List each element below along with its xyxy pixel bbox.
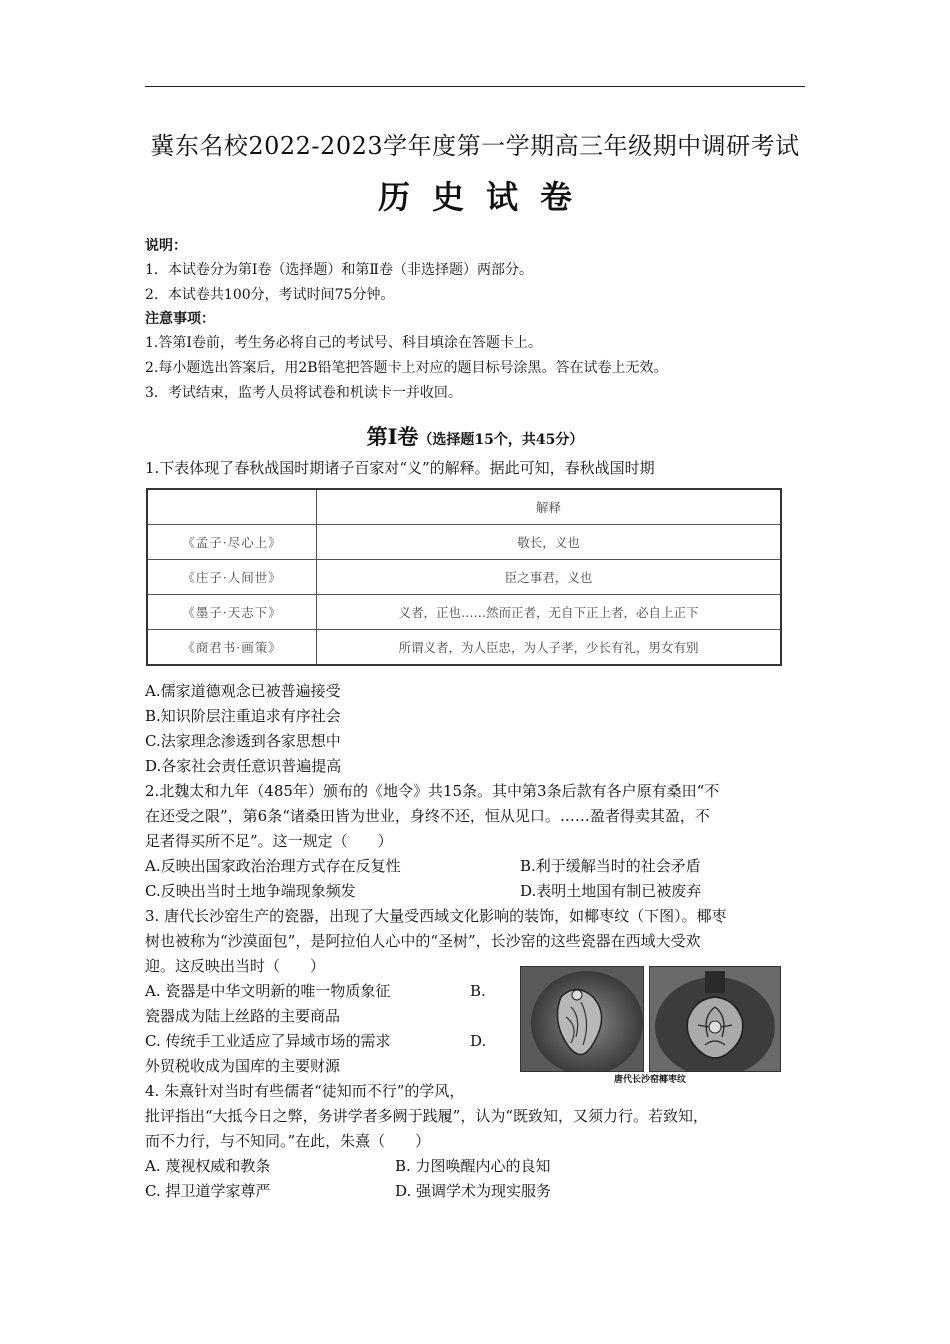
table-row [147, 630, 781, 666]
instructions-heading: 说明： [145, 238, 187, 254]
q4-stem-line: 而不力行，与不知同。”在此，朱熹（ ） [145, 1132, 431, 1150]
instruction-item: 1．本试卷分为第Ⅰ卷（选择题）和第Ⅱ卷（非选择题）两部分。 [145, 262, 533, 278]
q4-option-b: B. 力图唤醒内心的良知 [395, 1157, 551, 1175]
q2-stem-line: 2.北魏太和九年（485年）颁布的《地令》共15条。其中第3条后款有各户原有桑田“不 [145, 782, 720, 800]
q3-stem-line: 3. 唐代长沙窑生产的瓷器，出现了大量受西域文化影响的装饰，如椰枣纹（下图）。椰枣 [145, 907, 727, 925]
instruction-item: 2．本试卷共100分，考试时间75分钟。 [145, 287, 395, 303]
q2-option-c: C.反映出当时土地争端现象频发 [145, 882, 356, 900]
q2-option-b: B.利于缓解当时的社会矛盾 [520, 857, 701, 875]
q4-option-a: A. 蔑视权威和教条 [145, 1157, 271, 1175]
table-cell: 《墨子·天志下》 [147, 595, 317, 630]
top-rule [145, 86, 805, 87]
q3-option-b: 瓷器成为陆上丝路的主要商品 [145, 1007, 341, 1025]
table-header-cell: 解释 [317, 489, 782, 525]
table-row [147, 560, 781, 595]
note-item: 2.每小题选出答案后，用2B铅笔把答题卡上对应的题目标号涂黑。答在试卷上无效。 [145, 360, 668, 376]
table-cell: 臣之事君，义也 [317, 560, 782, 595]
flower-pattern-icon [650, 967, 780, 1071]
notes-heading: 注意事项： [145, 311, 215, 327]
table-cell: 《孟子·尽心上》 [147, 525, 317, 560]
section-heading [0, 421, 950, 451]
q1-option-c: C.法家理念渗透到各家思想中 [145, 732, 341, 750]
table-cell: 所谓义者，为人臣忠，为人子孝，少长有礼，男女有别 [317, 630, 782, 666]
q2-stem-line: 足者得买所不足”。这一规定（ ） [145, 832, 393, 850]
q3-option-d-marker: D. [470, 1032, 487, 1050]
table-row [147, 525, 781, 560]
image-caption: 唐代长沙窑椰枣纹 [613, 1075, 686, 1085]
q3-option-b-marker: B. [470, 982, 486, 1000]
q3-stem-line: 树也被称为“沙漠面包”，是阿拉伯人心中的“圣树”，长沙窑的这些瓷器在西域大受欢 [145, 932, 701, 950]
exam-title: 冀东名校2022-2023学年度第一学期高三年级期中调研考试 [150, 132, 800, 160]
q1-option-a: A.儒家道德观念已被普遍接受 [145, 682, 341, 700]
q4-option-c: C. 捍卫道学家尊严 [145, 1182, 271, 1200]
subject-title: 历史试卷 [377, 178, 594, 216]
table-cell [147, 489, 317, 525]
q4-stem-line: 4. 朱熹针对当时有些儒者“徒知而不行”的学风， [145, 1082, 465, 1100]
date-palm-pattern-icon [521, 967, 643, 1071]
q4-option-d: D. 强调学术为现实服务 [395, 1182, 552, 1200]
q2-option-a: A.反映出国家政治治理方式存在反复性 [145, 857, 401, 875]
table-cell: 敬长，义也 [317, 525, 782, 560]
table-row [147, 489, 781, 525]
q3-option-a: A. 瓷器是中华文明新的唯一物质象征 [145, 982, 391, 1000]
q3-stem-line: 迎。这反映出当时（ ） [145, 957, 326, 975]
note-item: 1.答第Ⅰ卷前，考生务必将自己的考试号、科目填涂在答题卡上。 [145, 335, 542, 351]
q3-option-d: 外贸税收成为国库的主要财源 [145, 1057, 341, 1075]
note-item: 3．考试结束，监考人员将试卷和机读卡一并收回。 [145, 385, 462, 401]
q1-stem: 1.下表体现了春秋战国时期诸子百家对“义”的解释。据此可知，春秋战国时期 [145, 459, 655, 477]
table-cell: 《庄子·人间世》 [147, 560, 317, 595]
table-row [147, 595, 781, 630]
q3-option-c: C. 传统手工业适应了异域市场的需求 [145, 1032, 391, 1050]
q1-option-d: D.各家社会责任意识普遍提高 [145, 757, 342, 775]
q4-stem-line: 批评指出“大抵今日之弊，务讲学者多阙于践履”，认为“既致知，又须力行。若致知， [145, 1107, 709, 1125]
table-cell: 义者，正也……然而正者，无自下正上者，必自上正下 [317, 595, 782, 630]
table-cell: 《商君书·画策》 [147, 630, 317, 666]
q2-stem-line: 在还受之限”，第6条“诸桑田皆为世业，身终不还，恒从见口。……盈者得卖其盈，不 [145, 807, 710, 825]
q2-option-d: D.表明土地国有制已被废弃 [520, 882, 702, 900]
q1-option-b: B.知识阶层注重追求有序社会 [145, 707, 341, 725]
porcelain-photo-right [649, 966, 781, 1072]
q1-table [146, 488, 782, 666]
section-subtitle: （选择题15个，共45分） [418, 432, 584, 448]
section-title: 第Ⅰ卷 [366, 424, 419, 449]
porcelain-photo-left [520, 966, 644, 1072]
